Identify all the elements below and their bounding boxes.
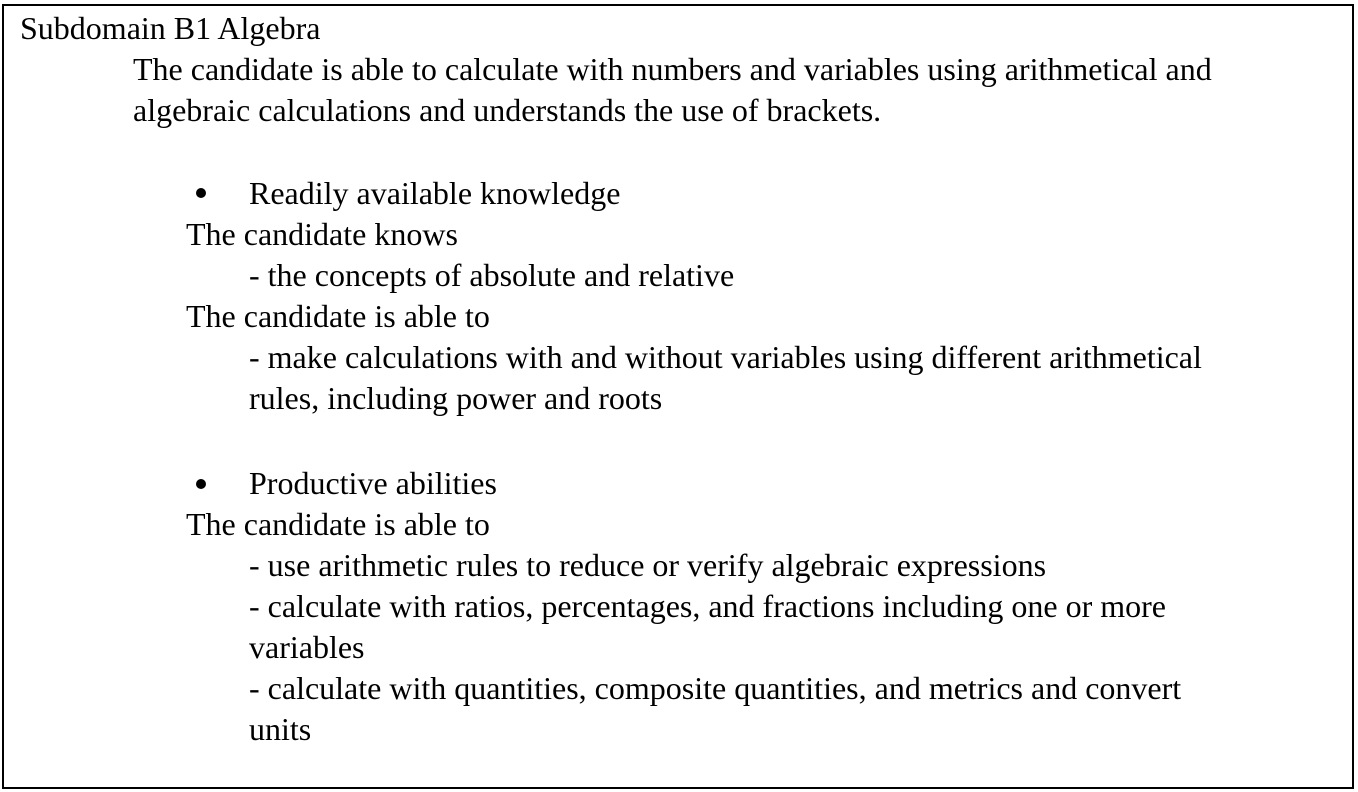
- list-item: - calculate with ratios, percentages, and fractions including one or more: [249, 588, 1166, 624]
- group-lead: The candidate knows: [186, 216, 458, 252]
- bullet-icon: [196, 188, 206, 198]
- list-item: - use arithmetic rules to reduce or verify algebraic expressions: [249, 547, 1047, 583]
- section-heading-productive: Productive abilities: [249, 465, 497, 501]
- list-item-continuation: units: [249, 711, 312, 747]
- list-item: - the concepts of absolute and relative: [249, 257, 735, 293]
- list-item-continuation: variables: [249, 629, 365, 665]
- section-heading-knowledge: Readily available knowledge: [249, 175, 621, 211]
- subdomain-title: Subdomain B1 Algebra: [20, 10, 321, 46]
- list-item-continuation: rules, including power and roots: [249, 380, 663, 416]
- list-item: - calculate with quantities, composite quantities, and metrics and convert: [249, 670, 1182, 706]
- intro-line-1: The candidate is able to calculate with numbers and variables using arithmetical and: [133, 51, 1212, 87]
- intro-line-2: algebraic calculations and understands the use of brackets.: [133, 92, 882, 128]
- group-lead: The candidate is able to: [186, 506, 490, 542]
- group-lead: The candidate is able to: [186, 298, 490, 334]
- bullet-icon: [196, 479, 206, 489]
- list-item: - make calculations with and without variables using different arithmetical: [249, 339, 1202, 375]
